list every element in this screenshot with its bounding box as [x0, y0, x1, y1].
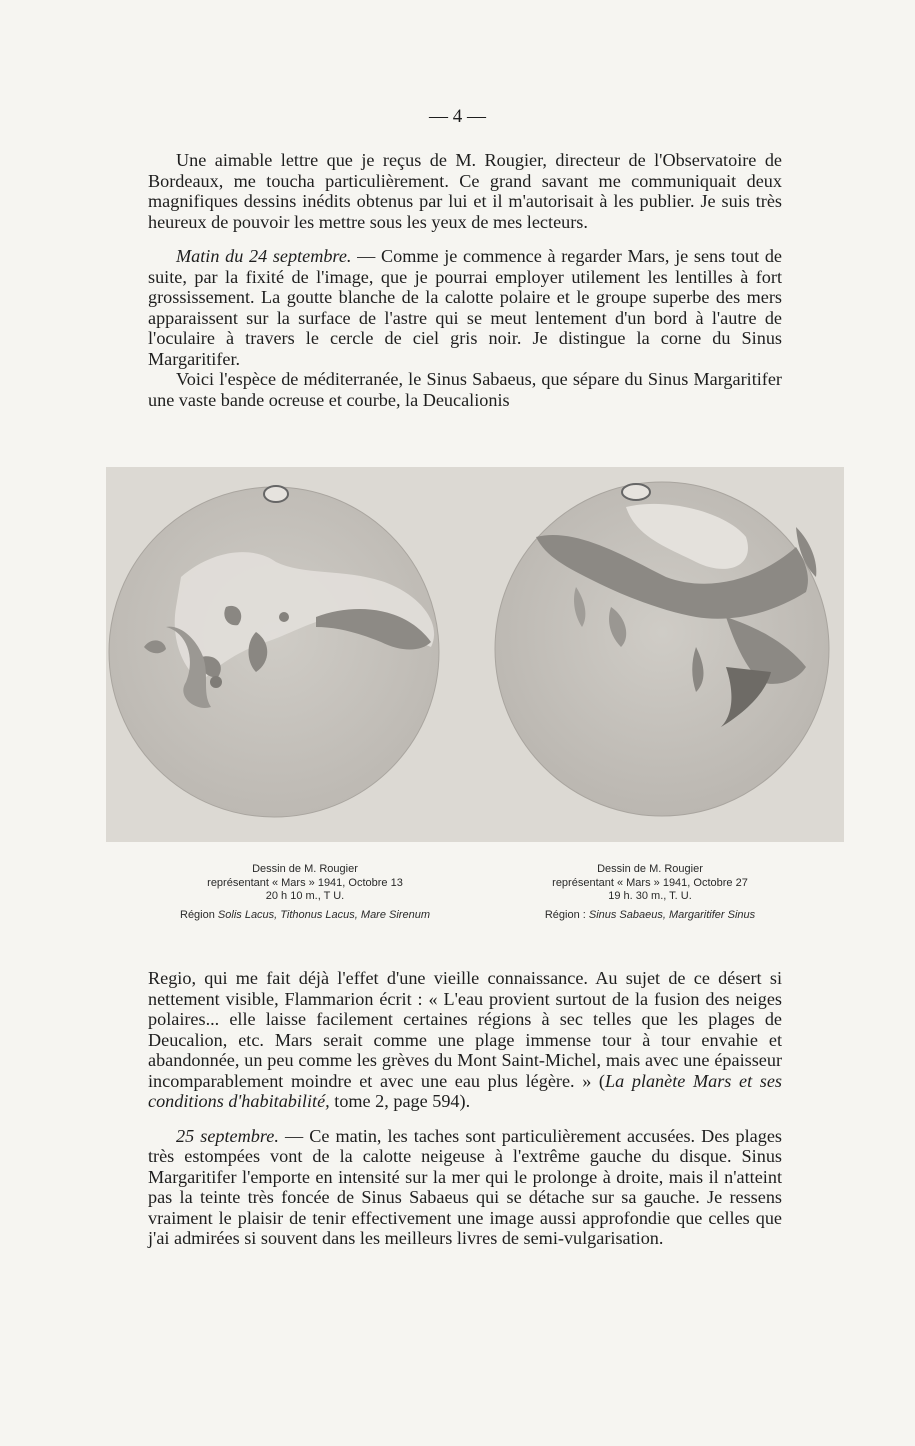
caption-left-line2: représentant « Mars » 1941, Octobre 13	[207, 876, 403, 889]
paragraph-matin-text: — Comme je commence à regarder Mars, je sens tout de suite, par la fixité de l'image, que je pourrai employer utilement les lentilles à fort grossissement. La goutte blanche de la calotte polaire et le groupe superbe des mers apparaissent sur la surface de l'astre qui se meut lentement d'un bord à l'autre de l'oculaire à travers le cercle de ciel gris noir. Je distingue la corne du Sinus Margaritifer.	[148, 246, 782, 369]
paragraph-letter: Une aimable lettre que je reçus de M. Rougier, directeur de l'Observatoire de Bordeaux, me toucha particulièrement. Ce grand savant me communiquait deux magnifiques dessins inédits obtenus par lui et il m'autorisait à les publier. Je suis très heureux de pouvoir les mettre sous les yeux de mes lecteurs.	[148, 150, 782, 232]
mars-drawings-image	[106, 467, 844, 842]
paragraph-matin	[148, 246, 782, 369]
text-block-bottom	[148, 968, 782, 1249]
caption-right-region-names: Sinus Sabaeus, Margaritifer Sinus	[588, 908, 756, 921]
date-25-septembre: 25 septembre.	[176, 1125, 279, 1146]
paragraph-regio-text: Regio, qui me fait déjà l'effet d'une vieille connaissance. Au sujet de ce désert si nettement visible, Flammarion écrit : « L'eau provient surtout de la fusion des neiges polaires... elle laisse facilement certaines régions à sec telles que les plages de Deucalion, etc. Mars serait comme une plage immense tour à tour envahie et abandonnée, un peu comme les grèves du Mont Saint-Michel, mais avec une épaisseur incomparablement moindre et avec une eau plus légère. » (	[148, 968, 782, 1091]
caption-right-line1: Dessin de M. Rougier	[597, 863, 703, 875]
caption-right-region	[500, 909, 800, 923]
caption-left-region-label: Région	[180, 908, 218, 921]
caption-left-region	[155, 909, 455, 923]
paragraph-25-text: — Ce matin, les taches sont particulièrement accusées. Des plages très estompées vont de la calotte neigeuse à l'extrême gauche du disque. Sinus Margaritifer l'emporte en intensité sur la mer qui le prolonge à droite, mais il n'atteint pas la teinte très foncée de Sinus Sabaeus qui se détache sur sa gauche. Je ressens vraiment le plaisir de tenir effectivement une image aussi approfondie que celles que j'ai admirées si souvent dans les meilleurs livres de semi-vulgarisation.	[148, 1125, 782, 1248]
caption-left-line1: Dessin de M. Rougier	[252, 863, 358, 875]
mars-drawings-figure	[106, 467, 844, 842]
page-number: — 4 —	[429, 106, 486, 127]
paragraph-voici: Voici l'espèce de méditerranée, le Sinus Sabaeus, que sépare du Sinus Margaritifer une vaste bande ocreuse et courbe, la Deucalionis	[148, 369, 782, 410]
caption-right-region-label: Région :	[544, 908, 589, 921]
paragraph-regio	[148, 968, 782, 1112]
caption-left-region-names: Solis Lacus, Tithonus Lacus, Mare Sirenum	[217, 908, 430, 921]
book-title: La planète Mars et ses conditions d'habitabilité,	[148, 1070, 782, 1111]
paragraph-25-septembre	[148, 1126, 782, 1249]
mars-disc-right	[495, 482, 829, 816]
caption-left-line3: 20 h 10 m., T U.	[265, 890, 345, 902]
caption-right	[500, 863, 800, 922]
date-matin: Matin du 24 septembre.	[176, 246, 352, 266]
caption-left	[155, 863, 455, 922]
caption-right-line3: 19 h. 30 m., T. U.	[608, 890, 692, 902]
caption-right-line2: représentant « Mars » 1941, Octobre 27	[552, 876, 748, 889]
mars-disc-left	[109, 486, 439, 817]
paragraph-regio-text-after: tome 2, page 594).	[329, 1091, 471, 1111]
text-block-top	[148, 150, 782, 410]
